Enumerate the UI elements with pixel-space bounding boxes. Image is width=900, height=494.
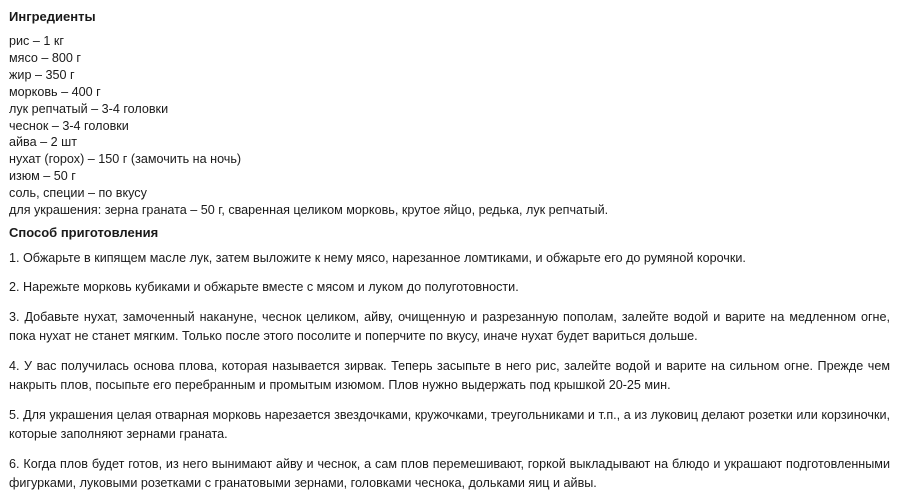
ingredient-item: айва – 2 шт xyxy=(9,135,77,150)
ingredients-heading: Ингредиенты xyxy=(9,9,96,24)
ingredient-item: жир – 350 г xyxy=(9,67,75,82)
step-paragraph: 3. Добавьте нухат, замоченный накануне, чеснок целиком, айву, очищенную и разрезанную пополам, залейте водой и варите на медленном огне, пока нухат не станет мягким. Только после этого посолите и поперчите по вкусу, иначе нухат будет вариться дольше. xyxy=(9,309,890,344)
ingredients-list xyxy=(9,33,890,219)
ingredient-item: морковь – 400 г xyxy=(9,84,101,99)
ingredient-item: рис – 1 кг xyxy=(9,34,64,48)
step-paragraph: 2. Нарежьте морковь кубиками и обжарьте вместе с мясом и луком до полуготовности. xyxy=(9,280,519,295)
ingredient-item: соль, специи – по вкусу xyxy=(9,186,147,201)
step-paragraph: 6. Когда плов будет готов, из него вынимают айву и чеснок, а сам плов перемешивают, горкой выкладывают на блюдо и украшают подготовленными фигурками, луковыми розетками с гранатовыми зернами, головками чеснока, дольками яиц и айвы. xyxy=(9,456,890,491)
ingredient-item: изюм – 50 г xyxy=(9,169,76,184)
method-heading: Способ приготовления xyxy=(9,224,159,240)
step-paragraph: 1. Обжарьте в кипящем масле лук, затем выложите к нему мясо, нарезанное ломтиками, и обжарьте его до румяной корочки. xyxy=(9,250,746,265)
ingredient-item: чеснок – 3-4 головки xyxy=(9,118,129,133)
ingredient-item: для украшения: зерна граната – 50 г, сваренная целиком морковь, крутое яйцо, редька, лук репчатый. xyxy=(9,203,609,218)
step-paragraph: 4. У вас получилась основа плова, которая называется зирвак. Теперь засыпьте в него рис, залейте водой и варите на сильном огне. Прежде чем накрыть плов, посыпьте его перебранным и промытым изюмом. Плов нужно выдержать под крышкой 20-25 мин. xyxy=(9,358,890,393)
ingredient-item: лук репчатый – 3-4 головки xyxy=(9,101,169,116)
ingredient-item: мясо – 800 г xyxy=(9,50,82,65)
ingredient-item: нухат (горох) – 150 г (замочить на ночь) xyxy=(9,152,242,167)
step-paragraph: 5. Для украшения целая отварная морковь нарезается звездочками, кружочками, треугольниками и т.п., а из луковиц делают розетки или корзиночки, которые заполняют зернами граната. xyxy=(9,407,890,442)
